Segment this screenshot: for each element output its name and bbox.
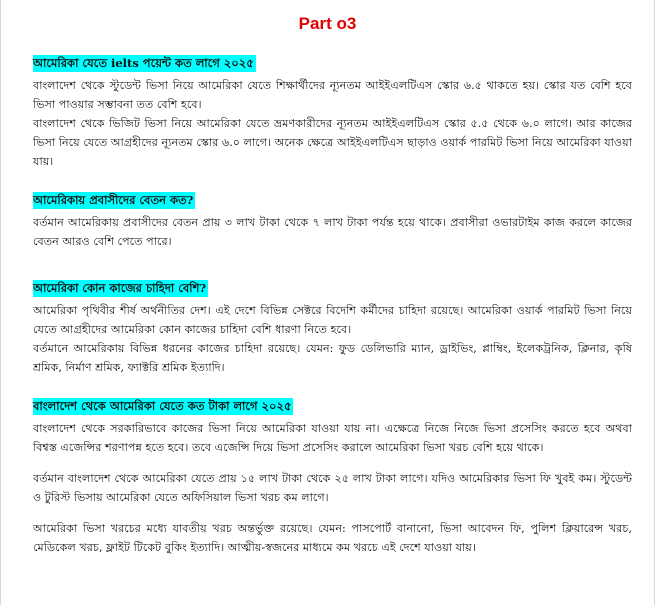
- paragraph: বর্তমান বাংলাদেশ থেকে আমেরিকা যেতে প্রায় ১৫ লাখ টাকা থেকে ২৫ লাখ টাকা লাগে। যদিও আমেরিকার ভিসা ফি খুবই কম। স্টুডেন্ট ও টুরিস্ট ভিসায় আমেরিকা যেতে অফিসিয়াল ভিসা খরচ কম লাগে।: [33, 472, 632, 504]
- paragraph: আমেরিকা পৃথিবীর শীর্ষ অর্থনীতির দেশ। এই দেশে বিভিন্ন সেক্টরে বিদেশি কর্মীদের চাহিদা রয়েছে। আমেরিকা ওয়ার্ক পারমিট ভিসা নিয়ে যেতে আগ্রহীদের আমেরিকা কোন কাজের চাহিদা বেশি ধারণা নিতে হবে।: [33, 304, 632, 336]
- paragraph: বাংলাদেশ থেকে সরকারিভাবে কাজের ভিসা নিয়ে আমেরিকা যাওয়া যায় না। এক্ষেত্রে নিজে নিজে ভিসা প্রসেসিং করতে হবে অথবা বিশ্বস্ত এজেন্সির শরণাপন্ন হতে হবে। তবে এজেন্সি দিয়ে ভিসা প্রসেসিং করালে আমেরিকা ভিসা খরচ বেশি হয়ে থাকে।: [33, 422, 632, 454]
- section-cost: [33, 395, 632, 557]
- paragraph: বাংলাদেশ থেকে স্টুডেন্ট ভিসা নিয়ে আমেরিকা যেতে শিক্ষার্থীদের ন্যূনতম আইইএলটিএস স্কোর ৬.৫ থাকতে হয়। স্কোর যত বেশি হবে ভিসা পাওয়ার সম্ভাবনা তত বেশি হবে।: [33, 79, 632, 111]
- paragraph: বাংলাদেশ থেকে ভিজিট ভিসা নিয়ে আমেরিকা যেতে ভ্রমণকারীদের ন্যূনতম আইইএলটিএস স্কোর ৫.৫ থেকে ৬.০ লাগে। আর কাজের ভিসা নিয়ে যেতে আগ্রহীদের ন্যূনতম স্কোর ৬.০ লাগে। অনেক ক্ষেত্রে আইইএলটিএস ছাড়াও ওয়ার্ক পারমিট ভিসা নিয়ে আমেরিকা যাওয়া যায়।: [33, 117, 632, 168]
- section-heading: আমেরিকায় প্রবাসীদের বেতন কত?: [33, 193, 194, 207]
- page-title: Part o3: [298, 14, 357, 33]
- document-body: [33, 52, 632, 557]
- paragraph: বর্তমানে আমেরিকায় বিভিন্ন ধরনের কাজের চাহিদা রয়েছে। যেমন: ফুড ডেলিভারি ম্যান, ড্রাইভিং, প্লাম্বিং, ইলেকট্রনিক, ক্লিনার, কৃষি শ্রমিক, নির্মাণ শ্রমিক, ফ্যাক্টরি শ্রমিক ইত্যাদি।: [33, 342, 632, 374]
- section-heading: আমেরিকা যেতে ielts পয়েন্ট কত লাগে ২০২৫: [33, 56, 254, 70]
- section-salary: [33, 189, 632, 251]
- section-ielts: [33, 52, 632, 171]
- paragraph: আমেরিকা ভিসা খরচের মধ্যে যাবতীয় খরচ অন্তর্ভুক্ত রয়েছে। যেমন: পাসপোর্ট বানানো, ভিসা আবেদন ফি, পুলিশ ক্লিয়ারেন্স খরচ, মেডিকেল খরচ, ফ্লাইট টিকেট বুকিং ইত্যাদি। আত্মীয়-স্বজনের মাধ্যমে কম খরচে এই দেশে যাওয়া যায়।: [33, 522, 632, 554]
- paragraph: বর্তমান আমেরিকায় প্রবাসীদের বেতন প্রায় ৩ লাখ টাকা থেকে ৭ লাখ টাকা পর্যন্ত হয়ে থাকে। প্রবাসীরা ওভারটাইম কাজ করলে কাজের বেতন আরও বেশি পেতে পারে।: [33, 216, 632, 248]
- section-heading: আমেরিকা কোন কাজের চাহিদা বেশি?: [33, 281, 207, 295]
- section-job-demand: [33, 277, 632, 377]
- section-heading: বাংলাদেশ থেকে আমেরিকা যেতে কত টাকা লাগে ২০২৫: [33, 399, 292, 413]
